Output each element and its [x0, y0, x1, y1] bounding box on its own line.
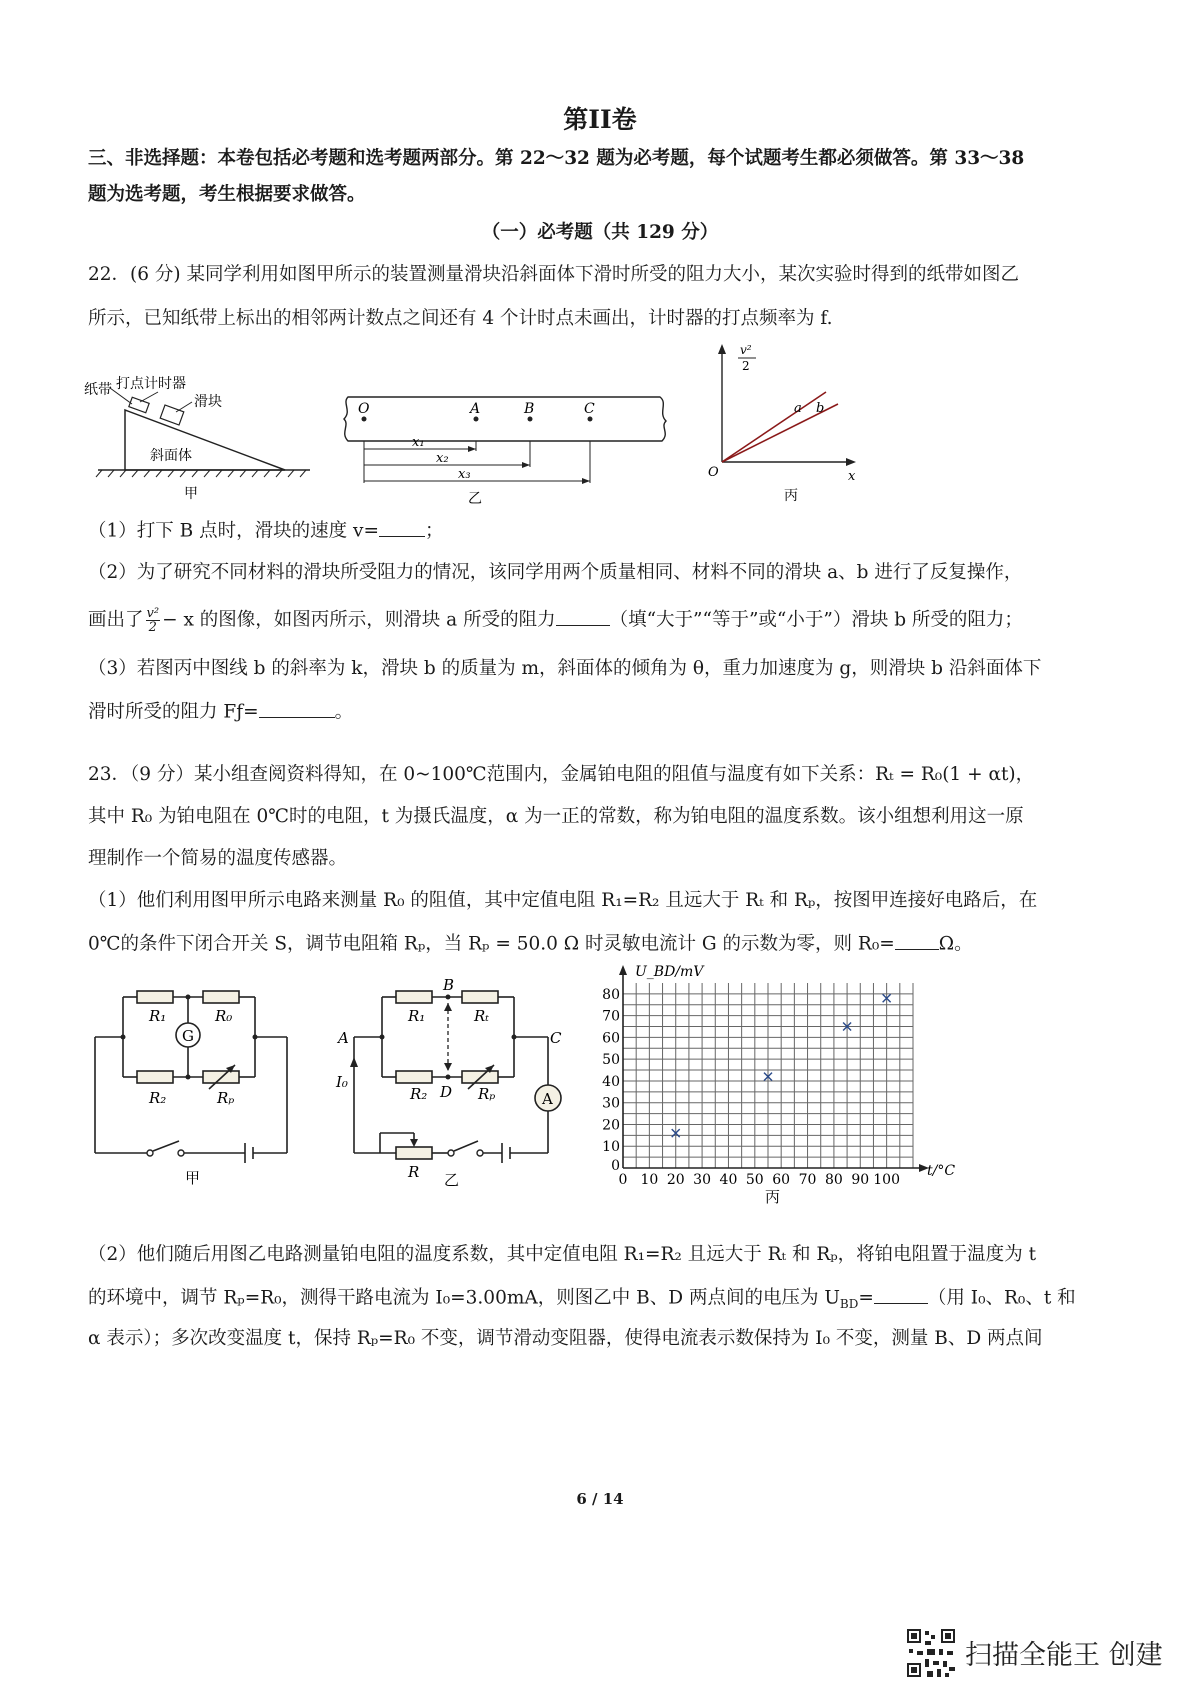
tape-point-b: B — [524, 401, 535, 417]
q23-part-1-line-1: （1）他们利用图甲所示电路来测量 R₀ 的阻值，其中定值电阻 R₁=R₂ 且远大于 Rₜ 和 Rₚ，按图甲连接好电路后，在 — [88, 890, 1038, 911]
label-tape: 纸带 — [84, 382, 112, 398]
chart-x-tick-label: 30 — [693, 1172, 712, 1188]
label-slider: 滑块 — [194, 394, 222, 410]
yi-ammeter: A — [542, 1090, 553, 1108]
section-intro-line-1: 三、非选择题：本卷包括必考题和选考题两部分。第 22～32 题为必考题，每个试题考生都必须做答。第 33～38 — [88, 148, 1025, 169]
tape-point-a: A — [470, 401, 481, 417]
figure-yi-tape — [340, 385, 700, 510]
paper-title: 第II卷 — [563, 105, 637, 134]
chart-caption: 丙 — [765, 1188, 781, 1206]
jia-label-r2: R₂ — [149, 1089, 167, 1107]
y-label-num: v² — [740, 343, 752, 357]
yi-label-rp: Rₚ — [478, 1085, 496, 1103]
chart-x-tick-label: 70 — [798, 1172, 817, 1188]
chart-y-tick-label: 70 — [602, 1008, 620, 1025]
chart-x-tick-label: 50 — [745, 1172, 764, 1188]
answer-blank-force[interactable] — [259, 698, 335, 718]
q22-line-2: 所示，已知纸带上标出的相邻两计数点之间还有 4 个计时点未画出，计时器的打点频率为 f. — [88, 308, 833, 329]
chart-x-tick-label: 80 — [824, 1172, 843, 1188]
answer-blank-v[interactable] — [379, 517, 425, 537]
yi-label-r2: R₂ — [410, 1085, 428, 1103]
tape-dim-x1: x₁ — [412, 435, 425, 450]
chart-y-tick-label: 10 — [602, 1139, 620, 1156]
chart-x-tick-label: 60 — [772, 1172, 791, 1188]
caption-yi: 乙 — [468, 491, 482, 507]
chart-x-tick-label: 20 — [666, 1172, 685, 1188]
chart-x-tick-label: 0 — [618, 1172, 628, 1188]
q22-part-2-line-2: 画出了 $\frac{\text{v²}}{2}$ − x 的图像，如图丙所示，则滑块 a 所受的阻力 （填“大于”“等于”或“小于”）滑块 b 所受的阻力； — [88, 606, 1023, 635]
subsection-heading: （一）必考题（共 129 分） — [481, 222, 719, 243]
jia-galvanometer: G — [182, 1027, 194, 1045]
figure-bing-graph — [700, 340, 870, 510]
q22-part-1: （1）打下 B 点时，滑块的速度 v= ； — [88, 517, 1128, 545]
chart-x-tick-label: 90 — [851, 1172, 870, 1188]
label-timer: 打点计时器 — [116, 376, 186, 392]
chart-y-tick-label: 20 — [602, 1117, 620, 1134]
line-a — [722, 392, 826, 462]
page-number: 6 / 14 — [576, 1490, 624, 1508]
yi-node-c: C — [550, 1029, 562, 1047]
chart-y-tick-label: 30 — [602, 1095, 620, 1112]
tape-point-c: C — [584, 401, 595, 417]
label-incline: 斜面体 — [150, 448, 192, 464]
chart-y-tick-label: 50 — [602, 1052, 620, 1069]
jia-label-r0: R₀ — [215, 1007, 233, 1025]
figure-jia-incline — [80, 370, 320, 510]
tape-dim-x3: x₃ — [458, 467, 471, 482]
jia-label-r1: R₁ — [149, 1007, 167, 1025]
caption-jia: 甲 — [184, 486, 198, 502]
q23-part-1-line-2: 0℃的条件下闭合开关 S，调节电阻箱 Rₚ，当 Rₚ = 50.0 Ω 时灵敏电流计 G 的示数为零，则 R₀= Ω。 — [88, 930, 1128, 958]
answer-blank-ubd[interactable] — [874, 1284, 928, 1304]
yi-label-r: R — [408, 1163, 420, 1181]
chart-y-arrow — [619, 965, 627, 975]
fraction-v2-over-2: $\frac{\text{v²}}{2}$ — [146, 606, 160, 635]
caption-circuit-yi: 乙 — [444, 1171, 460, 1189]
caption-bing: 丙 — [784, 488, 798, 504]
yi-node-d: D — [440, 1083, 453, 1101]
yi-node-b: B — [443, 976, 455, 994]
chart-x-tick-label: 10 — [640, 1172, 659, 1188]
chart-y-axis-label: U_BD/mV — [635, 964, 704, 980]
yi-label-rt: Rₜ — [474, 1007, 489, 1025]
q22-line-1: 22．(6 分) 某同学利用如图甲所示的装置测量滑块沿斜面体下滑时所受的阻力大小，某次实验时得到的纸带如图乙 — [88, 264, 1020, 285]
circuit-yi — [330, 975, 580, 1195]
scanner-brand-watermark: 扫描全能王 创建 — [965, 1640, 1163, 1671]
x-label: x — [848, 469, 856, 484]
yi-label-r1: R₁ — [408, 1007, 426, 1025]
chart-y-tick-label: 60 — [602, 1030, 620, 1047]
answer-blank-compare[interactable] — [556, 606, 610, 626]
line-b-label: b — [816, 401, 825, 416]
q23-line-3: 理制作一个简易的温度传感器。 — [88, 848, 348, 869]
chart-x-tick-label: 40 — [719, 1172, 738, 1188]
chart-x-tick-label: 100 — [873, 1172, 901, 1188]
q22-part-3-line-1: （3）若图丙中图线 b 的斜率为 k，滑块 b 的质量为 m，斜面体的倾角为 θ，重力加速度为 g，则滑块 b 沿斜面体下 — [88, 658, 1042, 679]
jia-label-rp: Rₚ — [217, 1089, 235, 1107]
y-label-den: 2 — [742, 359, 750, 373]
q23-line-2: 其中 R₀ 为铂电阻在 0℃时的电阻，t 为摄氏温度，α 为一正的常数，称为铂电阻的温度系数。该小组想利用这一原 — [88, 806, 1024, 827]
answer-blank-r0[interactable] — [895, 930, 939, 950]
q22-part-3-line-2: 滑时所受的阻力 Fƒ= 。 — [88, 698, 1128, 726]
tape-dim-x2: x₂ — [436, 451, 449, 466]
line-a-label: a — [794, 401, 802, 416]
tape-point-o: O — [358, 401, 370, 417]
chart-y-tick-label: 0 — [611, 1158, 620, 1174]
circuit-jia — [85, 975, 305, 1195]
chart-x-axis-label: t/°C — [927, 1163, 956, 1179]
qr-code-icon — [905, 1627, 957, 1679]
chart-bing-ubd-vs-t — [602, 958, 970, 1208]
q22-part-2-line-1: （2）为了研究不同材料的滑块所受阻力的情况，该同学用两个质量相同、材料不同的滑块 a、b 进行了反复操作， — [88, 562, 1023, 583]
yi-node-a: A — [338, 1029, 349, 1047]
chart-y-tick-label: 40 — [602, 1073, 620, 1090]
caption-circuit-jia: 甲 — [185, 1169, 201, 1187]
origin-label: O — [708, 465, 719, 480]
q23-part-2-line-2: 的环境中，调节 Rₚ=R₀，测得干路电流为 I₀=3.00mA，则图乙中 B、D 两点间的电压为 $U_{BD}=$ （用 I₀、R₀、t 和 — [88, 1284, 1128, 1317]
chart-y-tick-label: 80 — [602, 986, 620, 1003]
yi-label-i0: I₀ — [336, 1073, 348, 1091]
q23-part-2-line-1: （2）他们随后用图乙电路测量铂电阻的温度系数，其中定值电阻 R₁=R₂ 且远大于 Rₜ 和 Rₚ，将铂电阻置于温度为 t — [88, 1244, 1037, 1265]
q23-part-2-line-3: α 表示）；多次改变温度 t，保持 Rₚ=R₀ 不变，调节滑动变阻器，使得电流表示数保持为 I₀ 不变，测量 B、D 两点间 — [88, 1328, 1043, 1349]
q23-line-1: 23．（9 分）某小组查阅资料得知，在 0~100℃范围内，金属铂电阻的阻值与温度有如下关系：Rₜ = R₀(1 + αt)， — [88, 764, 1035, 785]
section-intro-line-2: 题为选考题，考生根据要求做答。 — [88, 184, 366, 205]
